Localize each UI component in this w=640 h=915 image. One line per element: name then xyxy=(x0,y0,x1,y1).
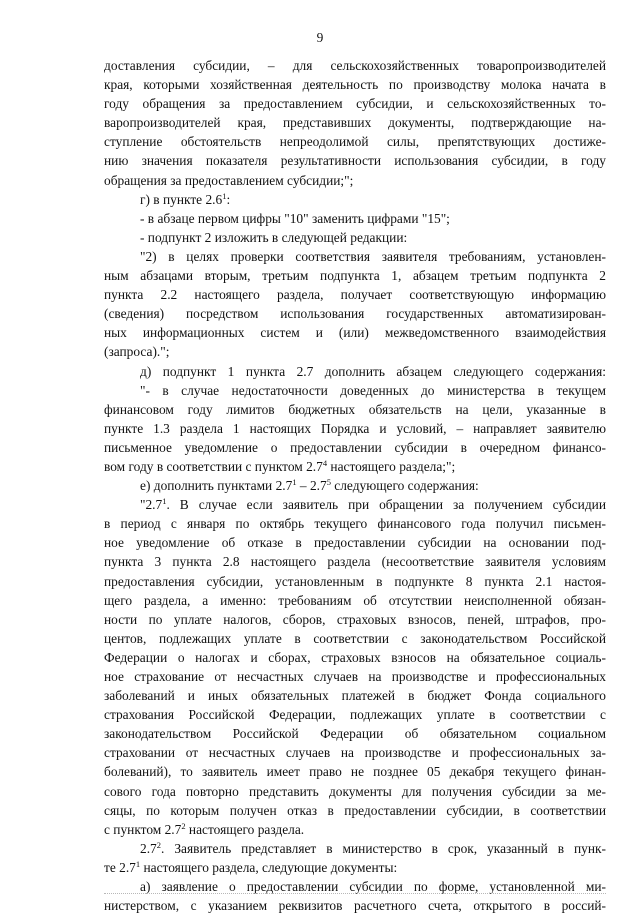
line-text: "- в случае недостаточности доведенных до министерства в текущем xyxy=(140,382,606,398)
text-line xyxy=(104,610,606,629)
line-text: финансовом году лимитов бюджетных обязательств на цели, указанные в xyxy=(104,401,606,417)
line-text: заболеваний и иных обязательных платежей в бюджет Фонда социального xyxy=(104,688,606,704)
line-text: те 2.7 xyxy=(104,859,136,875)
superscript: 2 xyxy=(156,839,161,850)
line-text: пункта 2.2 настоящего раздела, получает соответствующую информацию xyxy=(104,287,606,303)
text-line xyxy=(104,190,606,209)
line-text: сяцы, по которым получен отказ в предоставлении субсидии, в соответствии xyxy=(104,802,606,818)
line-text: щего раздела, а именно: требованиям об отсутствии неисполненной обязан- xyxy=(104,592,606,608)
line-text: ности по уплате налогов, сборов, страховых взносов, пеней, штрафов, про- xyxy=(104,611,606,627)
line-text: обращения за предоставлением субсидии;"; xyxy=(104,172,354,188)
line-text: Федерации о налогах и сборах, страховых взносов на обязательное социаль- xyxy=(104,649,606,665)
text-line xyxy=(104,629,606,648)
line-text: . Заявитель представляет в министерство в срок, указанный в пунк- xyxy=(161,840,606,856)
line-text: нистерством, с указанием реквизитов расчетного счета, открытого в россий- xyxy=(104,898,606,914)
line-text: страхования Российской Федерации, подлежащих уплате в соответствии с xyxy=(104,707,606,723)
line-text: - подпункт 2 изложить в следующей редакции: xyxy=(140,229,408,245)
text-line xyxy=(104,132,606,151)
text-line xyxy=(104,724,606,743)
text-line xyxy=(104,266,606,285)
text-line xyxy=(104,56,606,75)
text-line xyxy=(104,514,606,533)
line-text: ным абзацами вторым, третьим подпункта 1, абзацем третьим подпункта 2 xyxy=(104,268,606,284)
footer-divider xyxy=(104,893,606,894)
line-text: е) дополнить пунктами 2.7 xyxy=(140,478,293,494)
line-text: - в абзаце первом цифры "10" заменить цифрами "15"; xyxy=(140,210,450,226)
text-line xyxy=(104,209,606,228)
line-text: доставления субсидии, – для сельскохозяйственных товаропроизводителей xyxy=(104,58,606,73)
text-line xyxy=(104,743,606,762)
page-number: 9 xyxy=(316,30,324,45)
line-text: страховании от несчастных случаев на производстве и профессиональных за- xyxy=(104,745,606,761)
text-line xyxy=(104,495,606,514)
line-text: ступление обстоятельств непреодолимой силы, препятствующих достиже- xyxy=(104,134,606,150)
text-line xyxy=(104,247,606,266)
superscript: 5 xyxy=(326,477,331,488)
superscript: 1 xyxy=(162,496,167,507)
text-line xyxy=(104,762,606,781)
line-text: сового года повторно представить документы для получения субсидии за ме- xyxy=(104,783,606,799)
text-line xyxy=(104,400,606,419)
line-text: болеваний), то заявитель имеет право не позднее 05 декабря текущего финан- xyxy=(104,764,606,780)
line-text: – 2.7 xyxy=(296,478,327,494)
line-text: : xyxy=(226,191,231,207)
text-line xyxy=(104,896,606,915)
text-line xyxy=(104,648,606,667)
line-text: варопроизводителей края, представивших документы, подтверждающие на- xyxy=(104,115,606,131)
line-text: законодательством Российской Федерации об обязательном социальном xyxy=(104,726,606,742)
line-text: письменное уведомление о предоставлении субсидии в очередном финансо- xyxy=(104,439,606,455)
text-line xyxy=(104,342,606,361)
line-text: 2.7 xyxy=(140,840,157,856)
text-line xyxy=(104,113,606,132)
text-line xyxy=(104,667,606,686)
line-text: (сведения) посредством использования государственных автоматизирован- xyxy=(104,306,606,322)
line-text: следующего содержания: xyxy=(330,478,479,494)
superscript: 2 xyxy=(181,820,186,831)
text-line xyxy=(104,151,606,170)
text-line xyxy=(104,304,606,323)
text-line xyxy=(104,686,606,705)
text-line xyxy=(104,591,606,610)
line-text: г) в пункте 2.6 xyxy=(140,191,223,207)
text-line xyxy=(104,362,606,381)
text-line xyxy=(104,419,606,438)
line-text: настоящего раздела. xyxy=(185,821,305,837)
line-text: пункте 1.3 раздела 1 настоящих Порядка и условий, – направляет заявителю xyxy=(104,420,606,436)
line-text: вом году в соответствии с пунктом 2.7 xyxy=(104,458,323,474)
text-line xyxy=(104,552,606,571)
line-text: д) подпункт 1 пункта 2.7 дополнить абзацем следующего содержания: xyxy=(140,363,606,379)
line-text: пункта 3 пункта 2.8 настоящего раздела (несоответствие заявителя условиям xyxy=(104,554,606,570)
superscript: 1 xyxy=(222,190,227,201)
text-line xyxy=(104,572,606,591)
line-text: году обращения за предоставлением субсидии, и сельскохозяйственных то- xyxy=(104,96,606,112)
text-line xyxy=(104,228,606,247)
text-line xyxy=(104,820,606,839)
text-line xyxy=(104,858,606,877)
text-line xyxy=(104,801,606,820)
line-text: с пунктом 2.7 xyxy=(104,821,182,837)
text-line xyxy=(104,171,606,190)
line-text: нию значения показателя результативности использования субсидии, в году xyxy=(104,153,606,169)
line-text: (запроса)."; xyxy=(104,344,170,360)
text-line xyxy=(104,75,606,94)
line-text: ное страхование от несчастных случаев на производстве и профессиональных xyxy=(104,669,606,684)
line-text: ных информационных систем и (или) межведомственного взаимодействия xyxy=(104,325,606,341)
text-line xyxy=(104,705,606,724)
superscript: 1 xyxy=(135,858,141,869)
text-line xyxy=(104,782,606,801)
text-line xyxy=(104,323,606,342)
line-text: а) заявление о предоставлении субсидии по форме, установленной ми- xyxy=(140,879,606,895)
line-text: края, которыми хозяйственная деятельность по производству молока начата в xyxy=(104,77,606,93)
line-text: настоящего раздела, следующие документы: xyxy=(140,859,398,875)
line-text: . В случае если заявитель при обращении за получением субсидии xyxy=(166,497,606,513)
text-line xyxy=(104,438,606,457)
text-line xyxy=(104,285,606,304)
superscript: 4 xyxy=(322,457,328,468)
text-line xyxy=(104,94,606,113)
line-text: ное уведомление об отказе в предоставлении субсидии на основании под- xyxy=(104,535,606,551)
line-text: центов, подлежащих уплате в соответствии с законодательством Российской xyxy=(104,630,606,646)
line-text: предоставления субсидии, установленным в подпункте 8 пункта 2.1 настоя- xyxy=(104,573,606,589)
text-line xyxy=(104,381,606,400)
text-line xyxy=(104,533,606,552)
line-text: в период с января по октябрь текущего финансового года получил письмен- xyxy=(104,516,606,532)
text-line xyxy=(104,839,606,858)
text-line xyxy=(104,457,606,476)
line-text: "2) в целях проверки соответствия заявителя требованиям, установлен- xyxy=(140,248,606,264)
text-line xyxy=(104,476,606,495)
line-text: "2.7 xyxy=(140,497,163,513)
line-text: настоящего раздела;"; xyxy=(327,458,456,474)
body-text xyxy=(104,56,606,915)
superscript: 1 xyxy=(292,477,297,488)
